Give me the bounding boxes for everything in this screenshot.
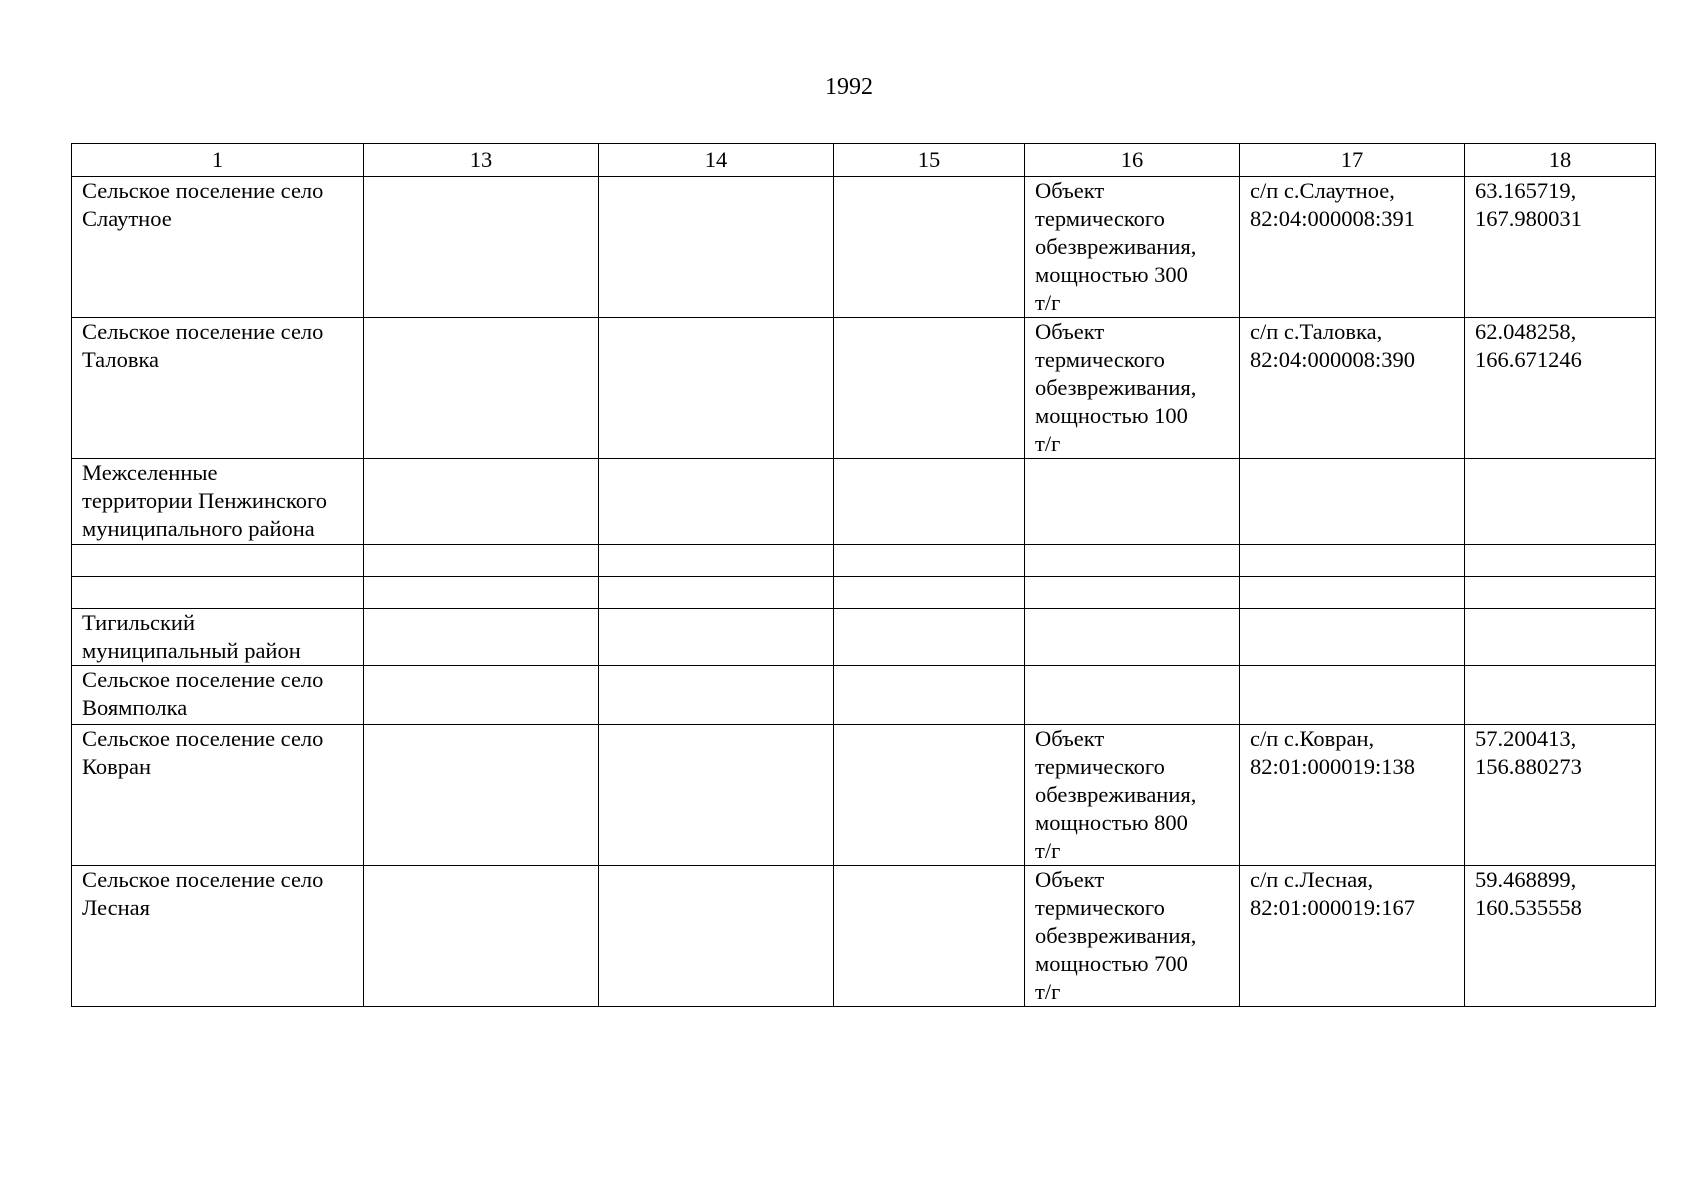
table-row (72, 318, 1656, 459)
table-cell (72, 545, 364, 577)
table-cell (599, 177, 834, 318)
table-cell (1240, 577, 1465, 609)
table-row (72, 666, 1656, 725)
table-cell (364, 318, 599, 459)
table-cell (364, 459, 599, 545)
table-cell (1025, 577, 1240, 609)
data-table (71, 143, 1656, 1007)
table-cell (834, 577, 1025, 609)
table-cell (1240, 666, 1465, 725)
table-cell (1025, 459, 1240, 545)
location-cell: с/п с.Таловка, 82:04:000008:390 (1240, 318, 1465, 459)
coordinates-cell: 63.165719, 167.980031 (1465, 177, 1656, 318)
coordinates-cell: 57.200413, 156.880273 (1465, 725, 1656, 866)
facility-cell: Объект термического обезвреживания, мощностью 800 т/г (1025, 725, 1240, 866)
table-cell (599, 318, 834, 459)
table-cell (1465, 545, 1656, 577)
table-cell (1025, 666, 1240, 725)
table-cell (834, 609, 1025, 666)
location-cell: с/п с.Лесная, 82:01:000019:167 (1240, 866, 1465, 1007)
table-cell (834, 866, 1025, 1007)
table-cell (599, 666, 834, 725)
table-cell (72, 577, 364, 609)
table-cell (1465, 459, 1656, 545)
table-row (72, 459, 1656, 545)
location-cell: с/п с.Ковран, 82:01:000019:138 (1240, 725, 1465, 866)
table-cell (1240, 459, 1465, 545)
column-header-14: 14 (599, 144, 834, 177)
column-header-17: 17 (1240, 144, 1465, 177)
table-cell (834, 725, 1025, 866)
table-cell (364, 666, 599, 725)
column-header-16: 16 (1025, 144, 1240, 177)
table-row (72, 577, 1656, 609)
facility-cell: Объект термического обезвреживания, мощностью 300 т/г (1025, 177, 1240, 318)
facility-cell: Объект термического обезвреживания, мощностью 100 т/г (1025, 318, 1240, 459)
table-cell (834, 666, 1025, 725)
coordinates-cell: 62.048258, 166.671246 (1465, 318, 1656, 459)
table-cell (599, 545, 834, 577)
table-row (72, 866, 1656, 1007)
table-cell (1240, 545, 1465, 577)
table-cell (599, 459, 834, 545)
coordinates-cell: 59.468899, 160.535558 (1465, 866, 1656, 1007)
table-cell (599, 577, 834, 609)
table-cell (1465, 577, 1656, 609)
table-row (72, 609, 1656, 666)
location-cell: с/п с.Слаутное, 82:04:000008:391 (1240, 177, 1465, 318)
settlement-cell: Сельское поселение село Ковран (72, 725, 364, 866)
settlement-cell: Межселенные территории Пенжинского муниципального района (72, 459, 364, 545)
table-cell (1025, 609, 1240, 666)
table-cell (599, 866, 834, 1007)
settlement-cell: Сельское поселение село Воямполка (72, 666, 364, 725)
column-header-18: 18 (1465, 144, 1656, 177)
table-cell (1465, 666, 1656, 725)
page-number: 1992 (825, 74, 873, 100)
table-row (72, 545, 1656, 577)
column-header-1: 1 (72, 144, 364, 177)
table-cell (834, 459, 1025, 545)
table-cell (1025, 545, 1240, 577)
table-cell (834, 177, 1025, 318)
table-cell (364, 577, 599, 609)
table-cell (599, 725, 834, 866)
header-row (72, 144, 1656, 177)
table-cell (364, 177, 599, 318)
table-cell (599, 609, 834, 666)
column-header-15: 15 (834, 144, 1025, 177)
settlement-cell: Сельское поселение село Слаутное (72, 177, 364, 318)
table-cell (834, 318, 1025, 459)
column-header-13: 13 (364, 144, 599, 177)
district-cell: Тигильский муниципальный район (72, 609, 364, 666)
table-cell (834, 545, 1025, 577)
facility-cell: Объект термического обезвреживания, мощностью 700 т/г (1025, 866, 1240, 1007)
table-cell (364, 609, 599, 666)
table-row (72, 725, 1656, 866)
table-cell (364, 725, 599, 866)
table-cell (364, 545, 599, 577)
table-row (72, 177, 1656, 318)
settlement-cell: Сельское поселение село Таловка (72, 318, 364, 459)
table-cell (1240, 609, 1465, 666)
settlement-cell: Сельское поселение село Лесная (72, 866, 364, 1007)
table-cell (364, 866, 599, 1007)
table-cell (1465, 609, 1656, 666)
